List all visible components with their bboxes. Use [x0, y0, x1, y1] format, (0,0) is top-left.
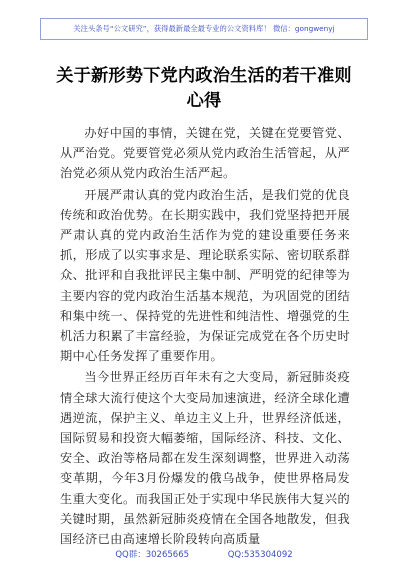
qq-group-text: QQ群：30265665: [115, 550, 190, 560]
paragraph: 当今世界正经历百年未有之大变局，新冠肺炎疫情全球大流行使这个大变局加速演进，经济全球化遭遇逆流，保护主义、单边主义上升，世界经济低迷，国际贸易和投资大幅萎缩，国际经济、科技、文化、安全、政治等格局都在发生深刻调整，世界进入动荡变革期，今年3月份爆发的俄乌战争，使世界格局发生重大变化。而我国正处于实现中华民族伟大复兴的关键时期，虽然新冠肺炎疫情在全国各地散发，但我国经济已由高速增长阶段转向高质量: [60, 370, 350, 547]
document-title: 关于新形势下党内政治生活的若干准则心得: [56, 66, 352, 111]
paragraph: 办好中国的事情，关键在党，关键在党要管党、从严治党。党要管党必须从党内政治生活管起，从严治党必须从党内政治生活严起。: [60, 126, 350, 181]
promo-banner-text: 关注头条号“公文研究”，获得最新最全最专业的公文资料库！ 微信：gongwenyj: [73, 24, 335, 33]
paragraph: 开展严肃认真的党内政治生活，是我们党的优良传统和政治优势。在长期实践中，我们党坚持把开展严肃认真的党内政治生活作为党的建设重要任务来抓，形成了以实事求是、理论联系实际、密切联系群众、批评和自我批评民主集中制、严明党的纪律等为主要内容的党内政治生活基本规范，为巩固党的团结和集中统一、保持党的先进性和纯洁性、增强党的生机活力积累了丰富经验，为保证完成党在各个历史时期中心任务发挥了重要作用。: [60, 187, 350, 364]
qq-text: QQ:535304092: [227, 550, 293, 560]
document-body: [60, 123, 350, 550]
promo-banner: [40, 18, 368, 40]
contact-footer: [0, 548, 408, 560]
